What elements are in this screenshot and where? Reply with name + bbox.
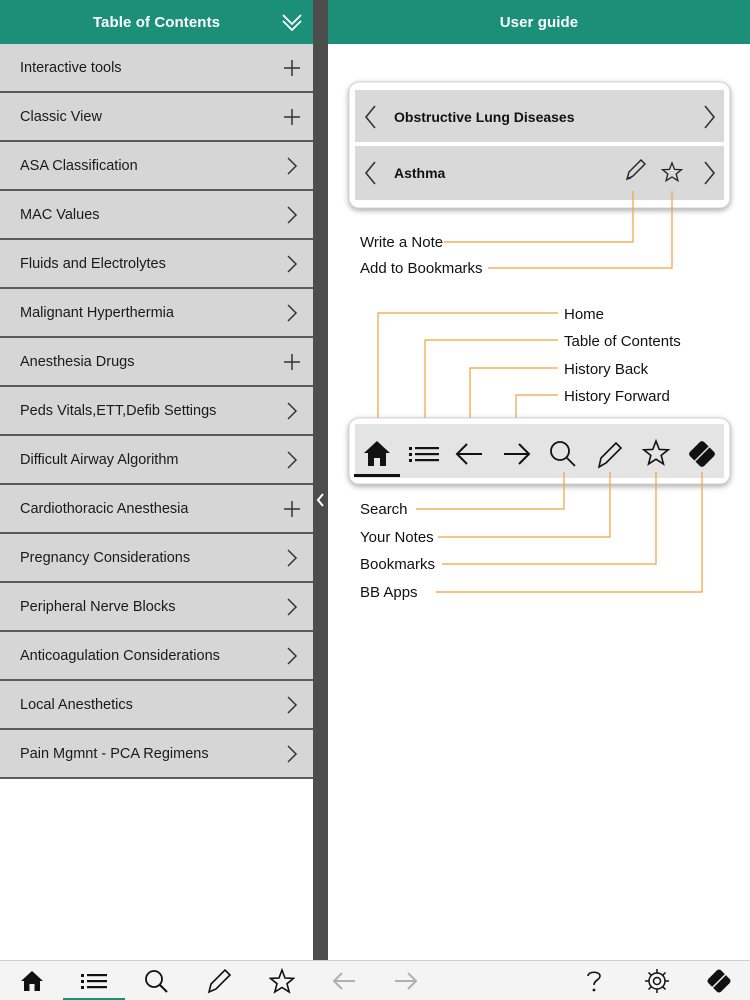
double-chevron-down-icon[interactable] [281, 11, 303, 33]
toc-title: Table of Contents [92, 13, 221, 31]
callout-history-forward: History Forward [564, 388, 670, 405]
navigation-box-illustration [349, 82, 730, 208]
nav-row-topic: Asthma [394, 165, 446, 181]
toc-item-label: Pregnancy Considerations [20, 549, 191, 566]
plus-icon[interactable] [283, 108, 301, 126]
nav-row-section: Obstructive Lung Diseases [394, 109, 575, 125]
toc-header [0, 0, 313, 44]
chevron-right-icon[interactable] [283, 157, 301, 175]
toc-item[interactable] [0, 240, 313, 289]
list-icon[interactable] [81, 968, 107, 994]
callout-bookmarks: Bookmarks [360, 556, 436, 573]
toc-item-label: Local Anesthetics [20, 696, 133, 713]
toc-item[interactable] [0, 730, 313, 779]
chevron-right-icon[interactable] [283, 598, 301, 616]
guide-header [328, 0, 750, 44]
toc-item[interactable] [0, 387, 313, 436]
toc-item-label: Anesthesia Drugs [20, 353, 135, 370]
toc-item[interactable] [0, 485, 313, 534]
back-arrow-icon[interactable] [331, 968, 357, 994]
toc-item-label: Cardiothoracic Anesthesia [20, 500, 189, 517]
toc-item-label: Pain Mgmnt - PCA Regimens [20, 745, 209, 762]
chevron-right-icon[interactable] [283, 696, 301, 714]
toc-item-label: MAC Values [20, 206, 100, 223]
toc-item[interactable] [0, 191, 313, 240]
gear-icon[interactable] [644, 968, 670, 994]
toc-item[interactable] [0, 289, 313, 338]
toc-item-label: Malignant Hyperthermia [20, 304, 174, 321]
toc-item-label: ASA Classification [20, 157, 138, 174]
guide-title: User guide [499, 13, 579, 31]
help-icon[interactable] [581, 968, 607, 994]
toc-item[interactable] [0, 534, 313, 583]
star-icon[interactable] [269, 968, 295, 994]
bottom-toolbar [0, 960, 750, 1000]
pencil-icon[interactable] [206, 968, 232, 994]
toc-item-label: Classic View [20, 108, 102, 125]
toc-item-label: Interactive tools [20, 59, 122, 76]
toc-item-label: Peripheral Nerve Blocks [20, 598, 176, 615]
bb-apps-icon[interactable] [706, 968, 732, 994]
chevron-right-icon[interactable] [283, 451, 301, 469]
toc-item[interactable] [0, 436, 313, 485]
chevron-right-icon[interactable] [283, 647, 301, 665]
toc-item[interactable] [0, 142, 313, 191]
callout-history-back: History Back [564, 361, 649, 378]
callout-toc: Table of Contents [564, 333, 681, 350]
toc-item[interactable] [0, 93, 313, 142]
chevron-right-icon[interactable] [283, 745, 301, 763]
callout-write-note: Write a Note [360, 234, 444, 251]
toc-item-label: Fluids and Electrolytes [20, 255, 166, 272]
chevron-left-icon[interactable] [315, 491, 326, 509]
home-icon[interactable] [19, 968, 45, 994]
toc-item-label: Difficult Airway Algorithm [20, 451, 179, 468]
chevron-right-icon[interactable] [283, 549, 301, 567]
chevron-right-icon[interactable] [283, 402, 301, 420]
toc-item[interactable] [0, 632, 313, 681]
forward-arrow-icon[interactable] [393, 968, 419, 994]
toolbar-illustration [349, 418, 730, 484]
callout-bb-apps: BB Apps [360, 584, 418, 601]
toc-item[interactable] [0, 338, 313, 387]
callout-add-bookmarks: Add to Bookmarks [360, 260, 483, 277]
chevron-right-icon[interactable] [283, 255, 301, 273]
plus-icon[interactable] [283, 59, 301, 77]
plus-icon[interactable] [283, 353, 301, 371]
toc-item[interactable] [0, 681, 313, 730]
callout-search: Search [360, 501, 408, 518]
plus-icon[interactable] [283, 500, 301, 518]
toc-item-label: Anticoagulation Considerations [20, 647, 220, 664]
split-divider[interactable] [313, 0, 328, 960]
toolbar-bottom-callouts [416, 472, 702, 592]
toc-item-label: Peds Vitals,ETT,Defib Settings [20, 402, 217, 419]
toc-panel [0, 0, 313, 960]
chevron-right-icon[interactable] [283, 206, 301, 224]
callout-your-notes: Your Notes [360, 529, 434, 546]
toc-list [0, 44, 313, 779]
search-icon[interactable] [143, 968, 169, 994]
user-guide-diagram [328, 44, 750, 960]
toc-item[interactable] [0, 583, 313, 632]
guide-panel [328, 0, 750, 960]
callout-home: Home [564, 306, 605, 323]
toc-item[interactable] [0, 44, 313, 93]
chevron-right-icon[interactable] [283, 304, 301, 322]
